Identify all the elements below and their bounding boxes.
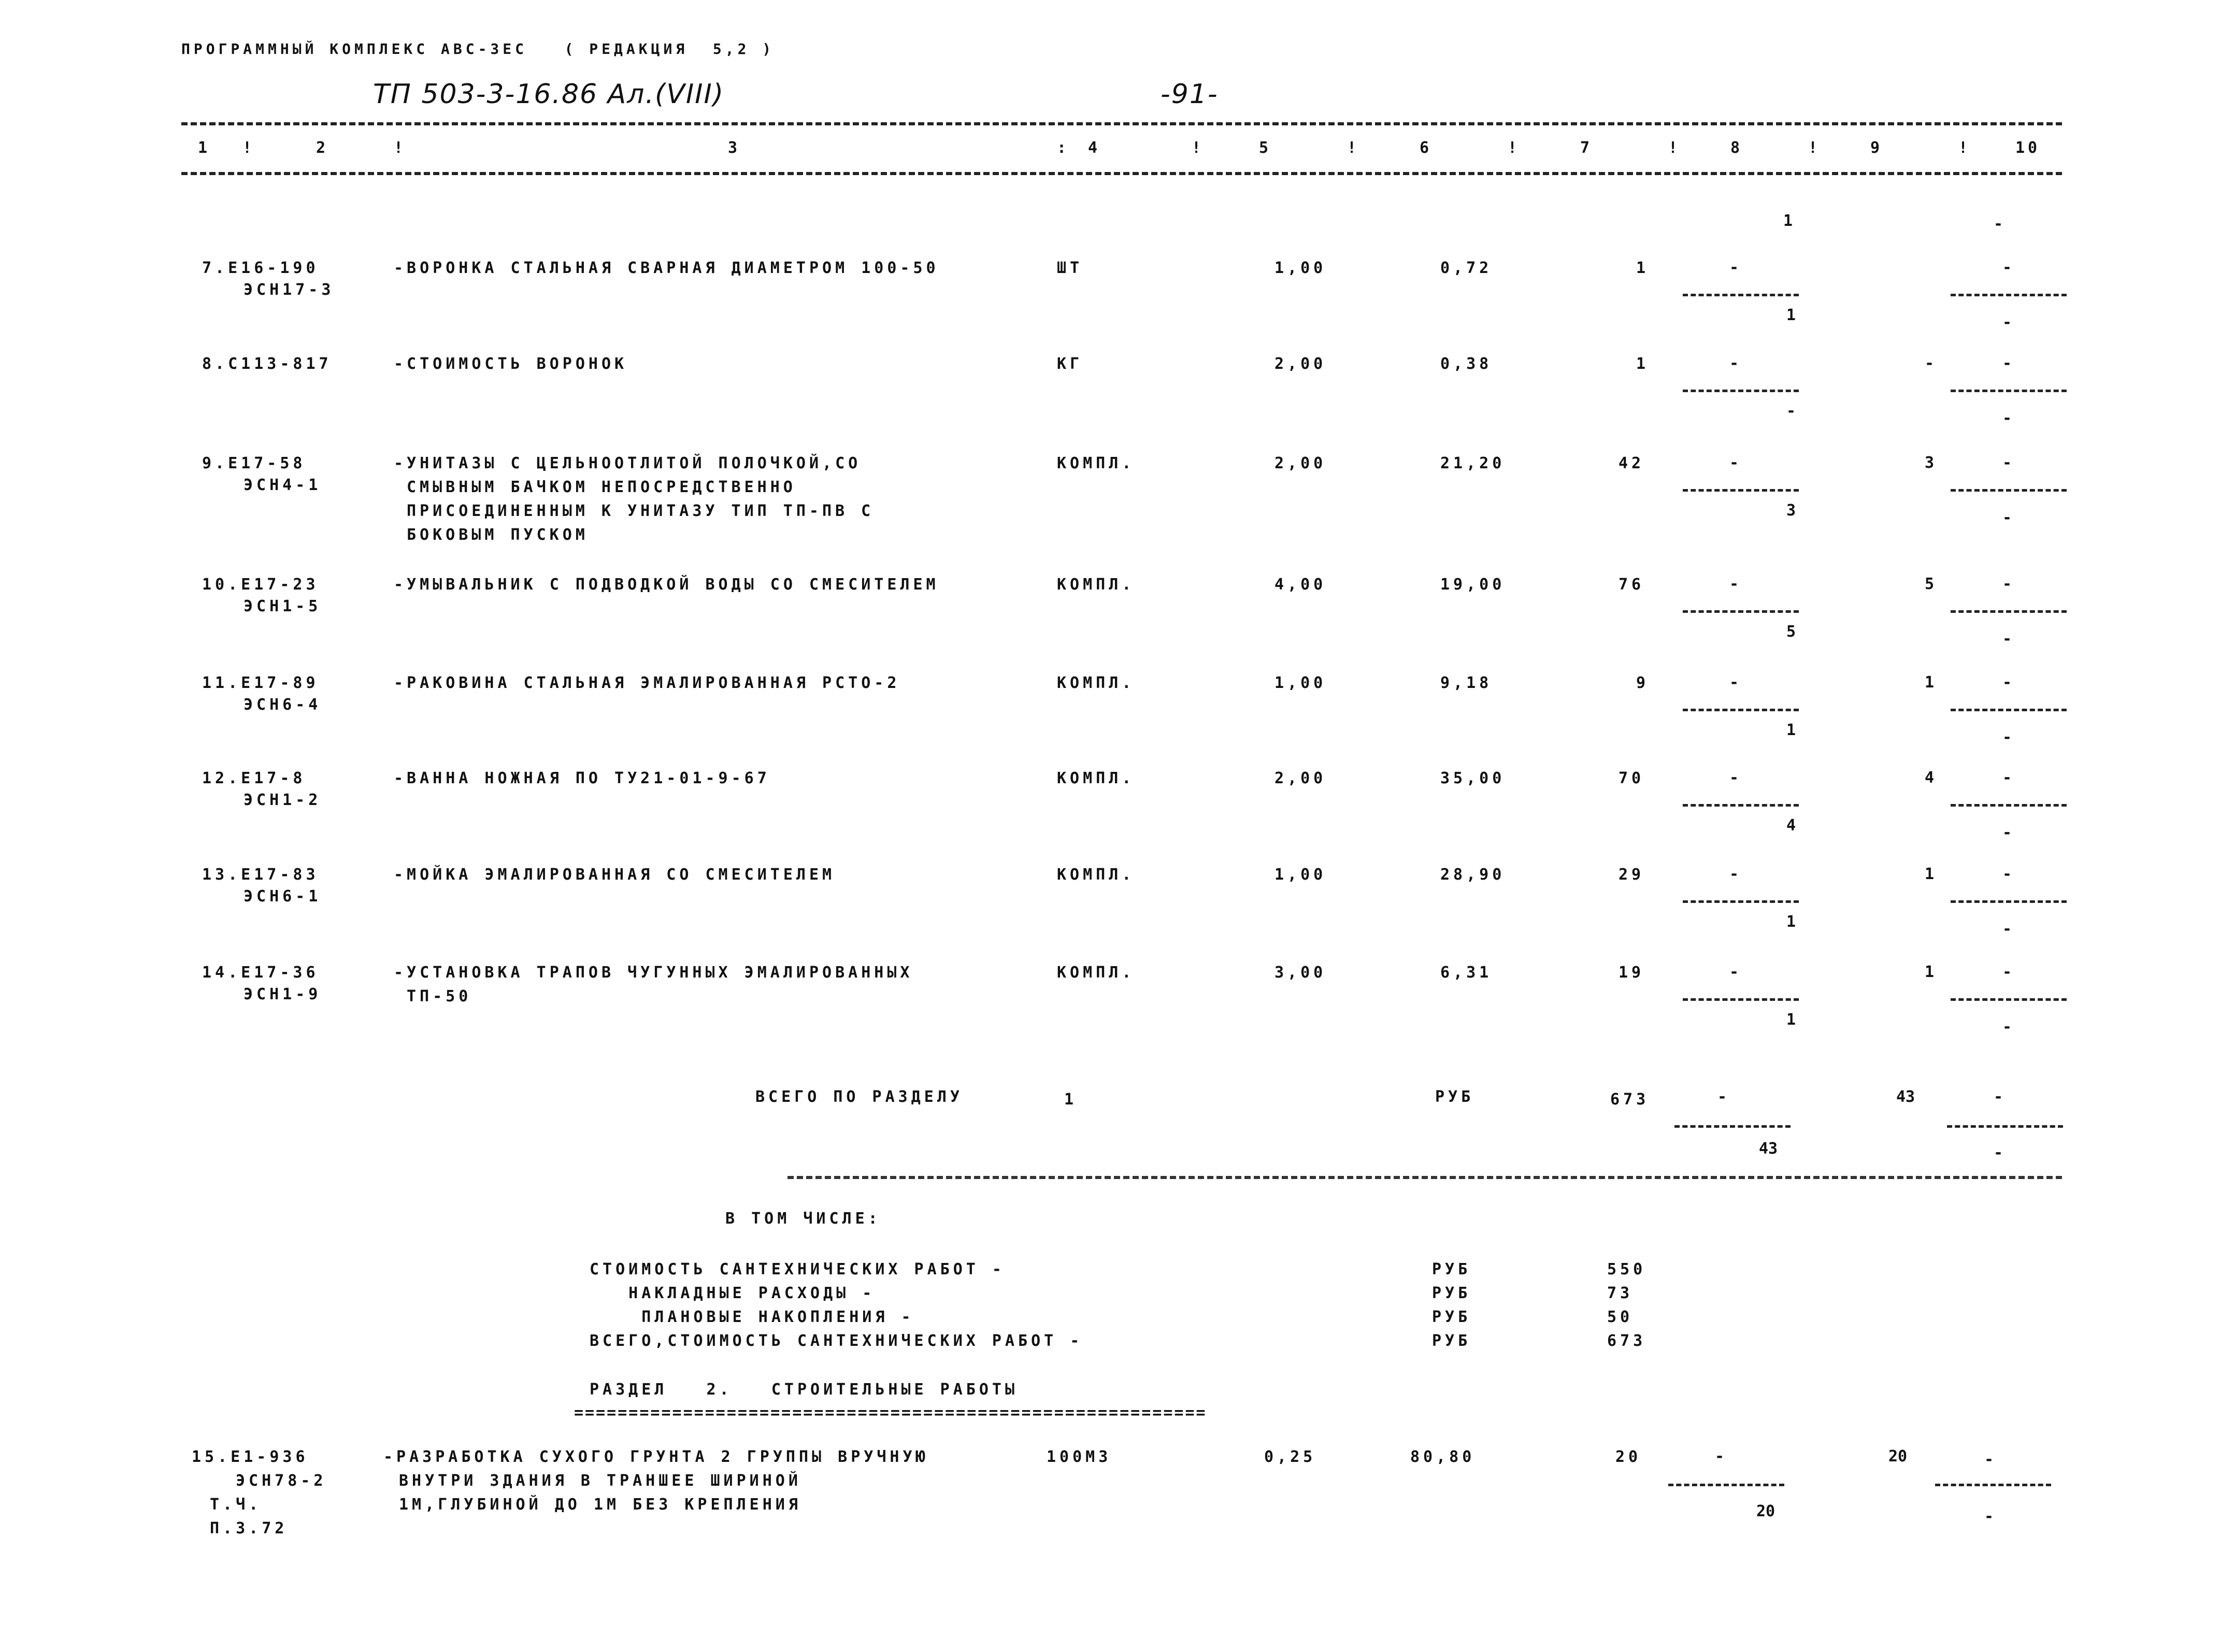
row-name-line: ПРИСОЕДИНЕННЫМ К УНИТАЗУ ТИП ТП-ПВ С	[407, 502, 875, 520]
row-name-line: -УНИТАЗЫ С ЦЕЛЬНООТЛИТОЙ ПОЛОЧКОЙ,СО	[394, 454, 862, 472]
row-total: 70	[1619, 769, 1645, 787]
row-c8-line	[1683, 489, 1799, 492]
row-c8-bot: 20	[1756, 1502, 1775, 1520]
row-norm: ЭСН78-2	[236, 1472, 327, 1490]
section-total-c8-bot: 43	[1759, 1140, 1778, 1158]
row-price: 9,18	[1440, 674, 1493, 692]
row-c10-line	[1951, 390, 2067, 392]
including-item-unit: РУБ	[1432, 1284, 1471, 1302]
column-header-7: 7	[1580, 139, 1593, 157]
section-total-unit: РУБ	[1435, 1088, 1474, 1106]
row-norm: ЭСН1-9	[244, 985, 322, 1003]
row-code: 14.Е17-36	[202, 964, 319, 982]
row-unit: КОМПЛ.	[1057, 674, 1135, 692]
row-c10-top: -	[2002, 865, 2012, 883]
row-c8-line	[1683, 804, 1799, 807]
including-item-label: ПЛАНОВЫЕ НАКОПЛЕНИЯ -	[590, 1308, 914, 1326]
row-name-line: ВНУТРИ ЗДАНИЯ В ТРАНШЕЕ ШИРИНОЙ	[399, 1472, 801, 1490]
column-header-1: 1	[198, 139, 211, 157]
row-name-line: -МОЙКА ЭМАЛИРОВАННАЯ СО СМЕСИТЕЛЕМ	[394, 866, 836, 884]
row-c9: 20	[1888, 1447, 1908, 1466]
row-unit: ШТ	[1057, 259, 1083, 277]
section-total-c10-bot: -	[1994, 1144, 2003, 1162]
row-c10-line	[1951, 804, 2067, 807]
row-c8-top: -	[1729, 575, 1739, 593]
row-c9: 4	[1925, 769, 1935, 787]
row-c10-bot: -	[2002, 920, 2012, 938]
section-total-rule	[787, 1176, 2062, 1179]
row-norm: ЭСН6-4	[244, 696, 322, 714]
row-c8-line	[1683, 998, 1799, 1001]
row-c10-line	[1951, 709, 2067, 711]
row-c8-bot: 5	[1786, 623, 1796, 641]
row-price: 6,31	[1440, 964, 1493, 982]
row-c10-line	[1951, 610, 2067, 613]
row-price: 19,00	[1440, 576, 1506, 594]
including-item-label: ВСЕГО,СТОИМОСТЬ САНТЕХНИЧЕСКИХ РАБОТ -	[590, 1332, 1083, 1350]
row-c10-top: -	[1984, 1450, 1994, 1469]
row-norm: ЭСН1-2	[244, 791, 322, 809]
row-c10-top: -	[2002, 258, 2012, 277]
including-item-value: 550	[1607, 1260, 1646, 1278]
row-c10-line	[1951, 294, 2067, 296]
row-name-line: -РАЗРАБОТКА СУХОГО ГРУНТА 2 ГРУППЫ ВРУЧНУЮ	[383, 1448, 929, 1466]
row-c8-top: -	[1729, 258, 1739, 277]
row-c8-top: -	[1729, 354, 1739, 372]
column-separator: !	[1508, 139, 1521, 157]
column-separator: :	[1057, 139, 1070, 157]
section-total-c9: 43	[1896, 1088, 1915, 1106]
row-c10-bot: -	[2002, 824, 2012, 842]
row-price: 0,72	[1440, 259, 1493, 277]
column-header-5: 5	[1259, 139, 1272, 157]
including-item-unit: РУБ	[1432, 1308, 1471, 1326]
row-total: 42	[1619, 454, 1645, 472]
row-total: 19	[1619, 964, 1645, 982]
document-code: ТП 503-3-16.86 Ал.(VIII)	[373, 79, 725, 110]
row-c8-bot: 4	[1786, 816, 1796, 835]
row-c8-top: -	[1729, 865, 1739, 883]
row-total: 29	[1619, 866, 1645, 884]
row-c8-bot: 1	[1786, 913, 1796, 931]
section-total-value: 673	[1610, 1090, 1650, 1109]
row-c8-line	[1683, 610, 1799, 613]
row-c10-top: -	[2002, 673, 2012, 692]
row-name-line: -ВОРОНКА СТАЛЬНАЯ СВАРНАЯ ДИАМЕТРОМ 100-50	[394, 259, 939, 277]
row-c8-bot: 1	[1786, 721, 1796, 739]
row-c9: 1	[1925, 865, 1935, 883]
row-unit: КОМПЛ.	[1057, 866, 1135, 884]
row-name-line: -ВАННА НОЖНАЯ ПО ТУ21-01-9-67	[394, 769, 770, 787]
section-total-c8-line	[1674, 1125, 1791, 1128]
row-c10-top: -	[2002, 575, 2012, 593]
row-name-line: СМЫВНЫМ БАЧКОМ НЕПОСРЕДСТВЕННО	[407, 478, 796, 496]
row-c8-bot: 1	[1786, 1011, 1796, 1029]
row-norm: ЭСН17-3	[244, 281, 335, 299]
row-qty: 2,00	[1274, 454, 1327, 472]
row-qty: 3,00	[1274, 964, 1327, 982]
column-separator: !	[1808, 139, 1821, 157]
row-unit: КОМПЛ.	[1057, 454, 1135, 472]
row-qty: 1,00	[1274, 674, 1327, 692]
row-c10-bot: -	[2002, 1018, 2012, 1036]
row-c8-top: -	[1715, 1447, 1725, 1466]
row-c8-line	[1683, 294, 1799, 296]
row-c8-top: -	[1729, 963, 1739, 981]
row-norm: Т.Ч.	[210, 1496, 262, 1514]
column-header-4: 4	[1088, 139, 1101, 157]
row-c8-top: -	[1729, 769, 1739, 787]
row-total: 76	[1619, 576, 1645, 594]
row-c9: 5	[1925, 575, 1935, 593]
row-c10-line	[1951, 489, 2067, 492]
including-item-unit: РУБ	[1432, 1332, 1471, 1350]
including-item-label: СТОИМОСТЬ САНТЕХНИЧЕСКИХ РАБОТ -	[590, 1260, 1005, 1278]
row-code: 11.Е17-89	[202, 674, 319, 692]
column-separator: !	[1958, 139, 1971, 157]
row-c8-bot: 3	[1786, 501, 1796, 520]
row-name-line: -СТОИМОСТЬ ВОРОНОК	[394, 355, 628, 373]
column-separator: !	[1192, 139, 1205, 157]
row-name-line: -УМЫВАЛЬНИК С ПОДВОДКОЙ ВОДЫ СО СМЕСИТЕЛЕМ	[394, 576, 939, 594]
pre-c8: 1	[1783, 212, 1793, 230]
row-qty: 4,00	[1274, 576, 1327, 594]
row-unit: КОМПЛ.	[1057, 769, 1135, 787]
section2-underline: ==========================================================	[574, 1404, 1207, 1422]
row-name-line: ТП-50	[407, 987, 472, 1005]
row-c10-line	[1935, 1484, 2051, 1486]
row-code: 12.Е17-8	[202, 769, 306, 787]
row-c9: -	[1925, 354, 1935, 372]
section-total-label: ВСЕГО ПО РАЗДЕЛУ	[755, 1088, 963, 1106]
pre-c10: -	[1994, 215, 2003, 233]
including-item-label: НАКЛАДНЫЕ РАСХОДЫ -	[590, 1284, 876, 1302]
column-header-3: 3	[728, 139, 741, 157]
row-c8-bot: 1	[1786, 306, 1796, 324]
row-c10-top: -	[2002, 454, 2012, 472]
header-rule-top	[181, 122, 2062, 125]
section2-title: РАЗДЕЛ 2. СТРОИТЕЛЬНЫЕ РАБОТЫ	[590, 1381, 1019, 1399]
column-header-6: 6	[1420, 139, 1433, 157]
column-header-2: 2	[316, 139, 329, 157]
row-name-line: БОКОВЫМ ПУСКОМ	[407, 526, 589, 544]
program-title: ПРОГРАММНЫЙ КОМПЛЕКС АВС-ЗЕС ( РЕДАКЦИЯ 5,2 )	[181, 40, 775, 58]
row-norm: ЭСН4-1	[244, 476, 322, 494]
row-c8-line	[1683, 390, 1799, 392]
row-c10-bot: -	[2002, 409, 2012, 427]
section-total-c10-top: -	[1994, 1088, 2003, 1106]
column-header-9: 9	[1870, 139, 1883, 157]
row-c10-top: -	[2002, 354, 2012, 372]
row-c10-top: -	[2002, 769, 2012, 787]
row-c8-line	[1683, 709, 1799, 711]
row-code: 15.Е1-936	[192, 1448, 309, 1466]
row-c8-top: -	[1729, 454, 1739, 472]
row-c8-bot: -	[1786, 402, 1796, 420]
including-label: В ТОМ ЧИСЛЕ:	[725, 1210, 881, 1228]
row-name-line: -РАКОВИНА СТАЛЬНАЯ ЭМАЛИРОВАННАЯ РСТО-2	[394, 674, 900, 692]
row-c10-line	[1951, 900, 2067, 903]
row-qty: 1,00	[1274, 866, 1327, 884]
row-name-line: 1М,ГЛУБИНОЙ ДО 1М БЕЗ КРЕПЛЕНИЯ	[399, 1496, 801, 1514]
row-price: 35,00	[1440, 769, 1506, 787]
row-unit: КОМПЛ.	[1057, 576, 1135, 594]
column-separator: !	[1668, 139, 1681, 157]
row-c10-bot: -	[2002, 313, 2012, 332]
row-price: 0,38	[1440, 355, 1493, 373]
column-header-10: 10	[2015, 139, 2041, 157]
page-number: -91-	[1161, 79, 1219, 110]
row-code: 7.Е16-190	[202, 259, 319, 277]
including-item-value: 50	[1607, 1308, 1634, 1326]
row-c8-line	[1668, 1484, 1784, 1486]
row-c10-top: -	[2002, 963, 2012, 981]
section-total-c10-line	[1947, 1125, 2063, 1128]
row-total: 20	[1615, 1448, 1642, 1466]
row-c9: 3	[1925, 454, 1935, 472]
row-price: 21,20	[1440, 454, 1506, 472]
row-unit: КОМПЛ.	[1057, 964, 1135, 982]
section-total-section: 1	[1064, 1090, 1078, 1109]
row-c10-bot: -	[2002, 630, 2012, 648]
row-c10-line	[1951, 998, 2067, 1001]
including-item-value: 73	[1607, 1284, 1634, 1302]
row-qty: 2,00	[1274, 769, 1327, 787]
column-header-8: 8	[1730, 139, 1743, 157]
row-total: 9	[1636, 674, 1650, 692]
row-c9: 1	[1925, 963, 1935, 981]
row-code: 8.С113-817	[202, 355, 332, 373]
row-qty: 2,00	[1274, 355, 1327, 373]
column-separator: !	[1347, 139, 1360, 157]
column-separator: !	[394, 139, 407, 157]
row-c10-bot: -	[1984, 1507, 1994, 1526]
row-qty: 1,00	[1274, 259, 1327, 277]
row-code: 13.Е17-83	[202, 866, 319, 884]
row-norm: П.3.72	[210, 1519, 288, 1538]
row-price: 80,80	[1410, 1448, 1476, 1466]
row-unit: 100М3	[1047, 1448, 1112, 1466]
column-separator: !	[242, 139, 255, 157]
row-total: 1	[1636, 355, 1650, 373]
section-total-c8-top: -	[1717, 1088, 1727, 1106]
row-c8-top: -	[1729, 673, 1739, 692]
header-rule-bottom	[181, 172, 2062, 175]
row-c9: 1	[1925, 673, 1935, 692]
row-c10-bot: -	[2002, 728, 2012, 746]
including-item-unit: РУБ	[1432, 1260, 1471, 1278]
row-name-line: -УСТАНОВКА ТРАПОВ ЧУГУННЫХ ЭМАЛИРОВАННЫХ	[394, 964, 913, 982]
row-norm: ЭСН1-5	[244, 597, 322, 615]
row-norm: ЭСН6-1	[244, 887, 322, 906]
row-price: 28,90	[1440, 866, 1506, 884]
row-total: 1	[1636, 259, 1650, 277]
row-c10-bot: -	[2002, 509, 2012, 527]
row-unit: КГ	[1057, 355, 1083, 373]
including-item-value: 673	[1607, 1332, 1646, 1350]
row-code: 9.Е17-58	[202, 454, 306, 472]
row-qty: 0,25	[1264, 1448, 1316, 1466]
row-c8-line	[1683, 900, 1799, 903]
row-code: 10.Е17-23	[202, 576, 319, 594]
